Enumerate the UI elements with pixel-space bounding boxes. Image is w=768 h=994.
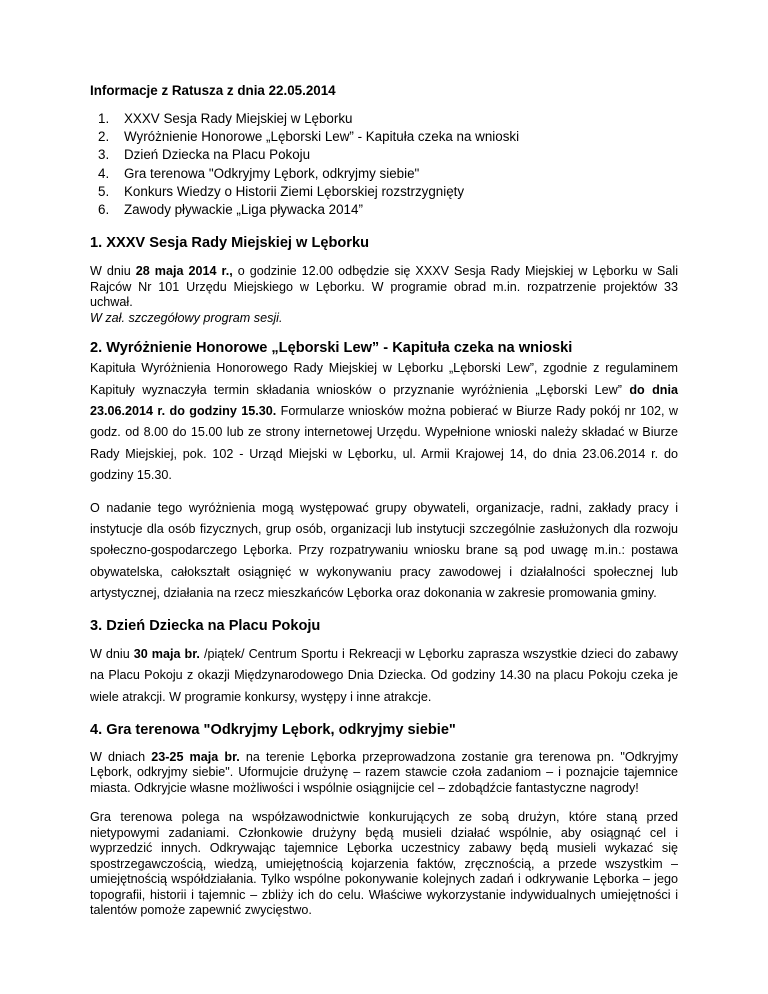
section-3-paragraph: W dniu 30 maja br. /piątek/ Centrum Sportu i Rekreacji w Lęborku zaprasza wszystkie dzieci do zabawy na Placu Pokoju z okazji Międzynarodowego Dnia Dziecka. Od godziny 14.30 na placu Pokoju czeka je wiele atrakcji. W programie konkursy, występy i inne atrakcje. xyxy=(90,646,678,704)
attachment-note: W zał. szczegółowy program sesji. xyxy=(90,310,283,325)
toc-item: 2. Wyróżnienie Honorowe „Lęborski Lew” - Kapituła czeka na wnioski xyxy=(98,129,520,145)
document-page xyxy=(90,82,678,919)
section-4-paragraph-2: Gra terenowa polega na współzawodnictwie konkurujących ze sobą drużyn, które staną przed nietypowymi zadaniami. Członkowie drużyny będą musieli działać wspólnie, aby osiągnąć cel i wyprzedzić innych. Odkrywając tajemnice Lęborka uczestnicy zabawy będą musieli wykazać się spostrzegawczością, wiedzą, umiejętnością kojarzenia faktów, zręcznością, a przede wszystkim – umiejętnością współdziałania. Tylko wspólne pokonywanie kolejnych zadań i odkrywanie Lęborka – jego topografii, historii i tajemnic – zbliży ich do celu. Właściwe wykorzystanie indywidualnych umiejętności i talentów pomoże zapewnić zwycięstwo. xyxy=(90,810,678,918)
section-2-paragraph-2: O nadanie tego wyróżnienia mogą występować grupy obywateli, organizacje, radni, zakłady pracy i instytucje dla osób fizycznych, grup osób, organizacji lub instytucji szczególnie zasłużonych dla rozwoju społeczno-gospodarczego Lęborka. Przy rozpatrywaniu wniosku brane są pod uwagę m.in.: postawa obywatelska, całokształt osiągnięć w wykonywaniu pracy zawodowej i działalności społecznej lub artystycznej, działania na rzecz mieszkańców Lęborka oraz dokonania w zakresie promowania gminy. xyxy=(90,500,678,601)
toc-item: 4. Gra terenowa "Odkryjmy Lębork, odkryjmy siebie" xyxy=(98,165,420,181)
toc-item: 5. Konkurs Wiedzy o Historii Ziemi Lęborskiej rozstrzygnięty xyxy=(98,183,465,199)
section-4-paragraph-1: W dniach 23-25 maja br. na terenie Lęborka przeprowadzona zostanie gra terenowa pn. "Odkryjmy Lębork, odkryjmy siebie". Uformujcie drużynę – razem stawcie czoła zadaniom – i poznajcie tajemnice miasta. Odkryjcie własne możliwości i wspólnie osiągnijcie cel – zdobądźcie fantastyczne nagrody! xyxy=(90,749,679,795)
section-2-heading: 2. Wyróżnienie Honorowe „Lęborski Lew” - Kapituła czeka na wnioski xyxy=(90,340,573,357)
table-of-contents xyxy=(90,110,678,219)
section-3-heading: 3. Dzień Dziecka na Placu Pokoju xyxy=(90,617,321,634)
section-1-heading: 1. XXXV Sesja Rady Miejskiej w Lęborku xyxy=(90,235,370,252)
toc-item: 6. Zawody pływackie „Liga pływacka 2014” xyxy=(98,202,363,218)
document-title: Informacje z Ratusza z dnia 22.05.2014 xyxy=(90,83,336,98)
section-1-paragraph: W dniu 28 maja 2014 r., o godzinie 12.00 odbędzie się XXXV Sesja Rady Miejskiej w Lęborku w Sali Rajców Nr 101 Urzędu Miejskiego w Lęborku. W programie obrad m.in. rozpatrzenie projektów 33 uchwał. W zał. szczegółowy program sesji. xyxy=(90,264,678,325)
section-4-heading: 4. Gra terenowa "Odkryjmy Lębork, odkryjmy siebie" xyxy=(90,721,456,738)
toc-item: 1. XXXV Sesja Rady Miejskiej w Lęborku xyxy=(98,111,353,126)
section-2-paragraph-1: Kapituła Wyróżnienia Honorowego Rady Miejskiej w Lęborku „Lęborski Lew”, zgodnie z regulaminem Kapituły wyznaczyła termin składania wniosków o przyznanie wyróżnienia „Lęborski Lew” do dnia 23.06.2014 r. do godziny 15.30. Formularze wniosków można pobierać w Biurze Rady pokój nr 102, w godz. od 8.00 do 15.00 lub ze strony internetowej Urzędu. Wypełnione wnioski należy składać w Biurze Rady Miejskiej, pok. 102 - Urząd Miejski w Lęborku, ul. Armii Krajowej 14, do dnia 23.06.2014 r. do godziny 15.30. xyxy=(90,361,679,483)
toc-item: 3. Dzień Dziecka na Placu Pokoju xyxy=(98,147,311,163)
